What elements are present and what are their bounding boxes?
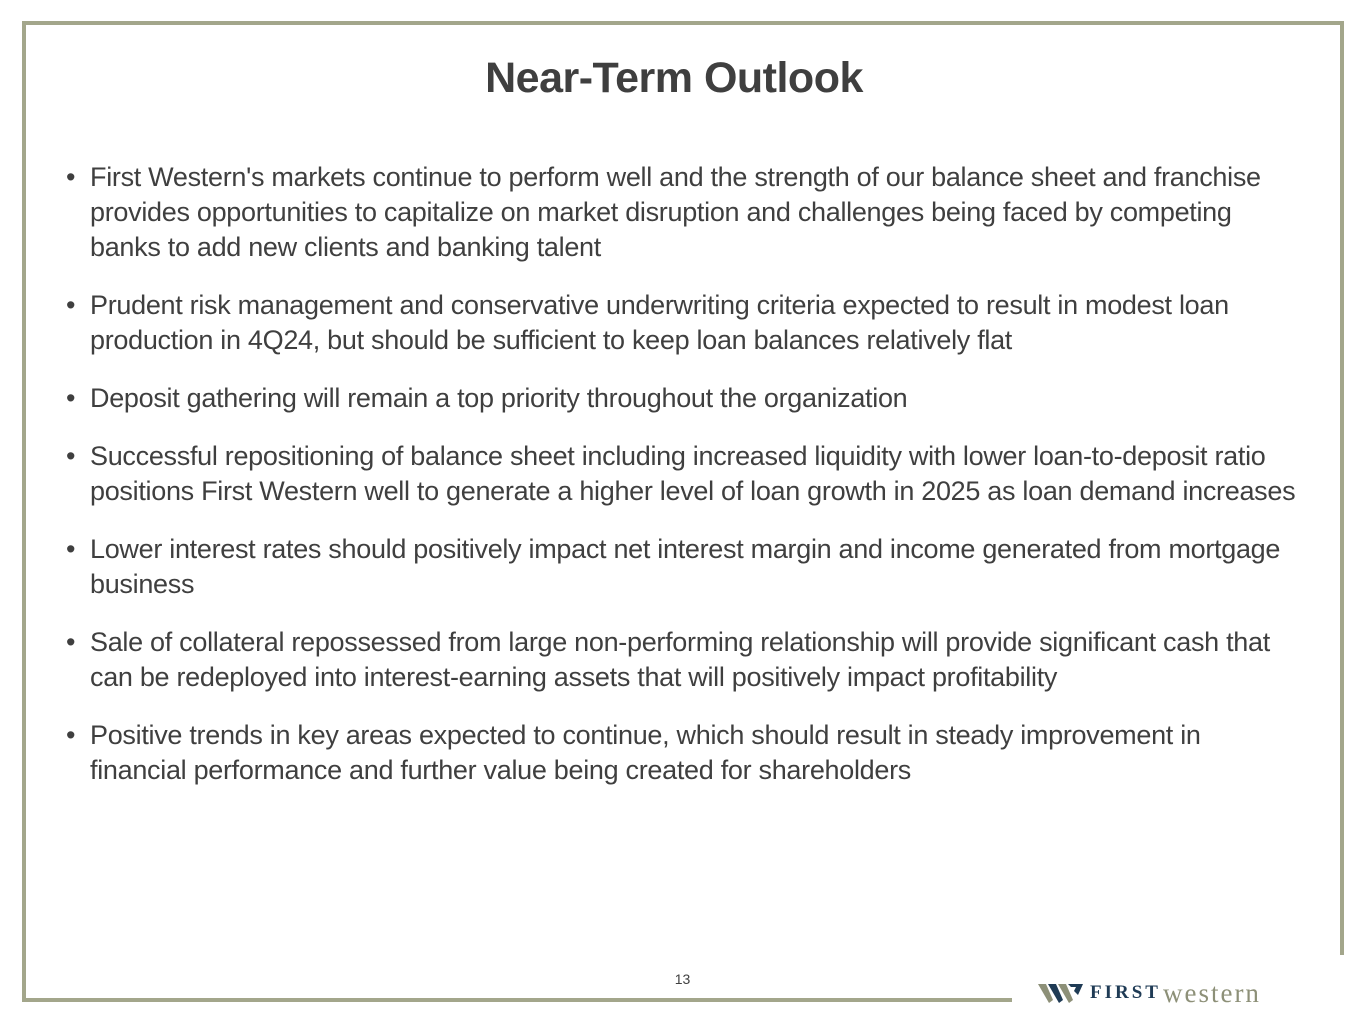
bullet-item [66,625,1302,695]
bullet-text: Sale of collateral repossessed from large non-performing relationship will provide significant cash that can be redeployed into interest-earning assets that will positively impact profitability [90,627,1270,692]
logo-text-first: FIRST [1090,982,1161,1003]
bullet-dot: • [66,290,76,320]
bullet-dot: • [66,627,76,657]
slide-title: Near-Term Outlook [485,54,863,102]
bullet-text: Successful repositioning of balance sheet including increased liquidity with lower loan-to-deposit ratio positions First Western well to generate a higher level of loan growth in 2025 as loan demand increases [90,441,1296,506]
bullet-text: First Western's markets continue to perform well and the strength of our balance sheet and franchise provides opportunities to capitalize on market disruption and challenges being faced by competing banks to add new clients and banking talent [90,162,1261,262]
bullet-item [66,381,1302,416]
bullet-text: Deposit gathering will remain a top priority throughout the organization [90,383,908,413]
bullet-item [66,718,1302,788]
bullet-item [66,439,1302,509]
bullet-item [66,532,1302,602]
first-western-w-mark-icon [1038,981,1084,1005]
bullet-text: Lower interest rates should positively impact net interest margin and income generated from mortgage business [90,534,1281,599]
bullet-list [66,160,1302,811]
bullet-item [66,160,1302,265]
frame-bottom-border [22,998,1012,1002]
logo-text-western: western [1162,977,1261,1008]
bullet-dot: • [66,720,76,750]
page-number: 13 [674,971,691,987]
bullet-item [66,288,1302,358]
company-logo [1038,978,1261,1008]
frame-right-border [1340,21,1344,955]
frame-top-border [22,21,1344,25]
bullet-dot: • [66,383,76,413]
frame-left-border [22,21,26,1002]
bullet-dot: • [66,534,76,564]
bullet-dot: • [66,441,76,471]
bullet-text: Positive trends in key areas expected to continue, which should result in steady improvement in financial performance and further value being created for shareholders [90,720,1201,785]
bullet-dot: • [66,162,76,192]
bullet-text: Prudent risk management and conservative underwriting criteria expected to result in modest loan production in 4Q24, but should be sufficient to keep loan balances relatively flat [90,290,1229,355]
